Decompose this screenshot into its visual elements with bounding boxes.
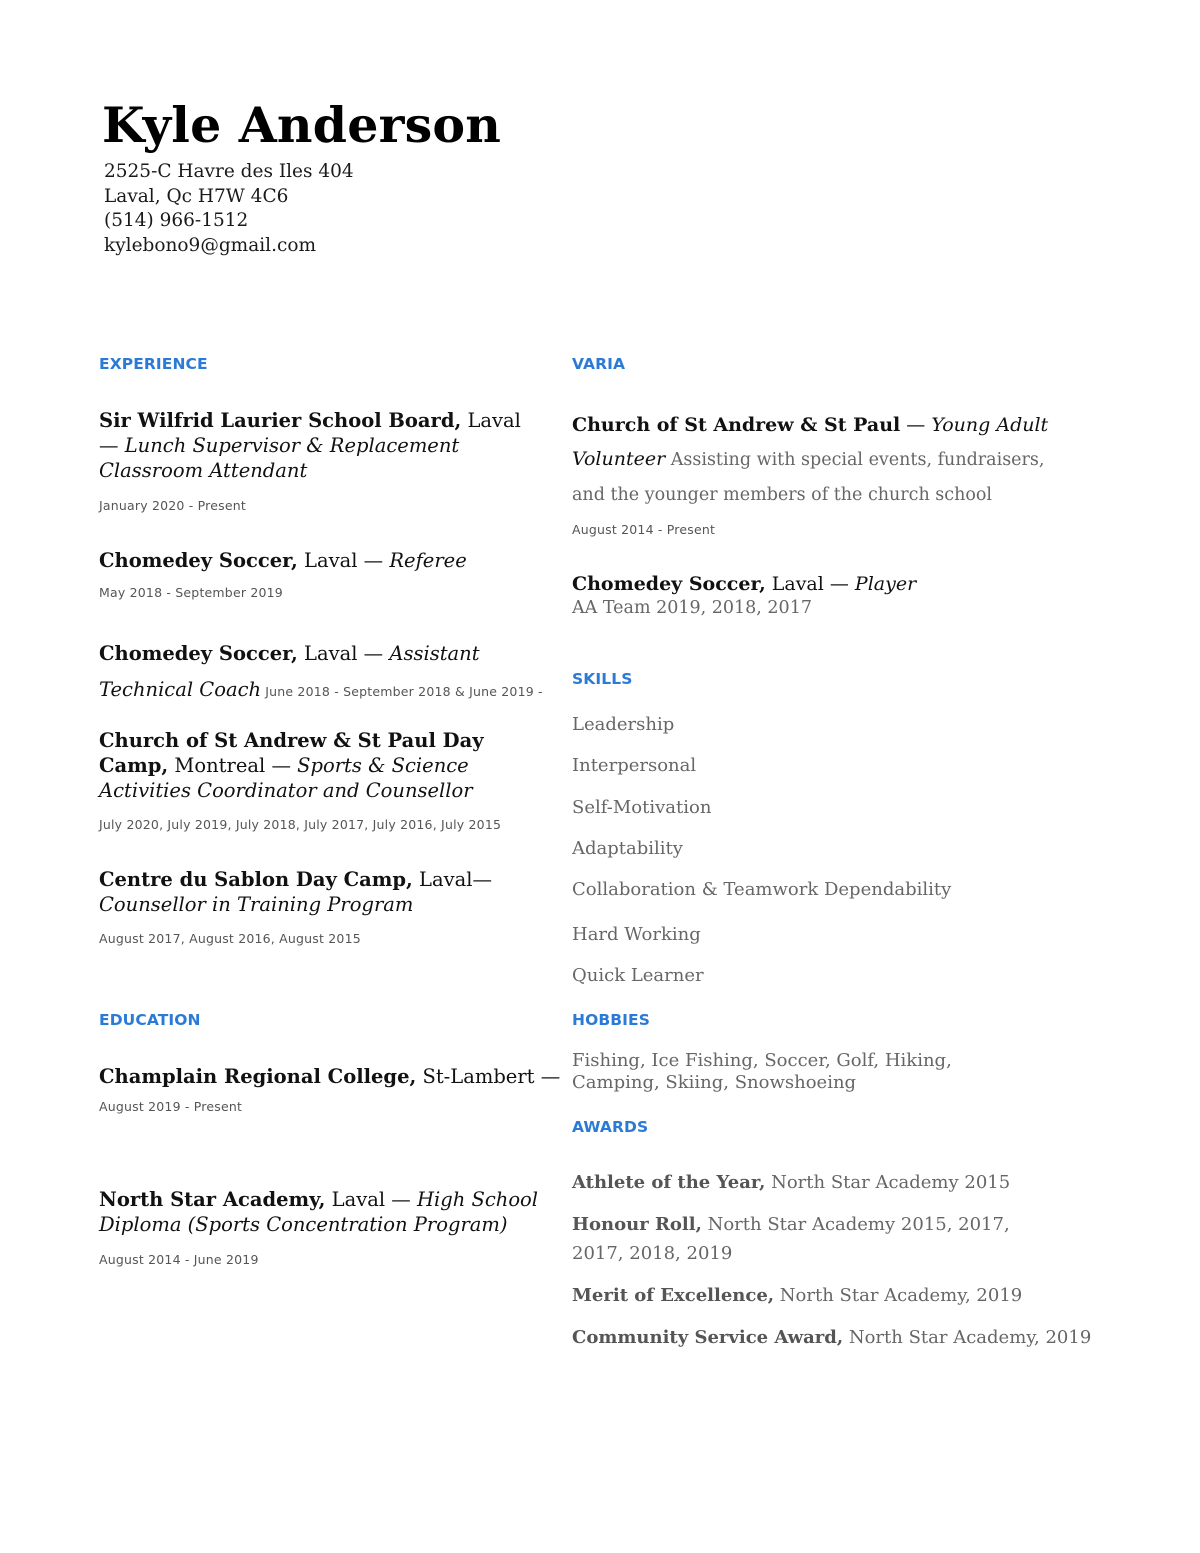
skill-item: Hard Working [572, 924, 701, 945]
skill-item: Quick Learner [572, 965, 704, 986]
experience-item [99, 548, 539, 573]
award-item [572, 1168, 1052, 1197]
education-date: August 2014 - June 2019 [99, 1252, 259, 1267]
experience-role: Lunch Supervisor & Replacement Classroom Attendant [99, 434, 460, 482]
education-role: High School Diploma (Sports Concentration Program) [99, 1188, 539, 1236]
address-line-2: Laval, Qc H7W 4C6 [104, 185, 289, 207]
experience-date: June 2018 - September 2018 & June 2019 - [261, 684, 543, 699]
experience-place: Laval — [297, 549, 390, 572]
education-place: St-Lambert — [416, 1065, 561, 1088]
education-place: Laval — [325, 1188, 417, 1211]
award-detail: North Star Academy, 2019 [774, 1285, 1023, 1306]
awards-heading: AWARDS [572, 1118, 649, 1136]
varia-description: AA Team 2019, 2018, 2017 [572, 598, 812, 618]
varia-item [572, 571, 1052, 597]
skill-item: Interpersonal [572, 755, 697, 776]
award-title: Community Service Award, [572, 1327, 844, 1348]
education-item [99, 1064, 559, 1089]
education-item [99, 1187, 539, 1237]
varia-place: Laval — [765, 573, 855, 595]
contact-block [104, 160, 354, 258]
award-detail: North Star Academy 2015, 2017, 2017, 2018, 2019 [572, 1214, 1010, 1264]
varia-role: Player [854, 573, 917, 595]
experience-org: Church of St Andrew & St Paul Day Camp, [99, 729, 484, 777]
varia-org: Church of St Andrew & St Paul [572, 414, 901, 436]
experience-org: Centre du Sablon Day Camp, [99, 868, 413, 891]
experience-date: July 2020, July 2019, July 2018, July 2017, July 2016, July 2015 [99, 817, 502, 832]
skill-item: Adaptability [572, 838, 683, 859]
address-line-1: 2525-C Havre des Iles 404 [104, 161, 354, 182]
skills-heading: SKILLS [572, 670, 633, 688]
experience-role: Sports & Science Activities Coordinator and Counsellor [99, 754, 473, 802]
experience-place: Laval — [99, 409, 521, 457]
experience-date: May 2018 - September 2019 [99, 585, 283, 600]
education-date: August 2019 - Present [99, 1099, 243, 1114]
award-detail: North Star Academy 2015 [765, 1172, 1011, 1193]
experience-item [99, 867, 539, 917]
award-title: Honour Roll, [572, 1214, 702, 1235]
varia-description: Assisting with special events, fundraisers, and the younger members of the church school [572, 450, 1045, 505]
experience-date: August 2017, August 2016, August 2015 [99, 931, 361, 946]
skill-item: Self-Motivation [572, 797, 712, 818]
award-item [572, 1281, 1052, 1310]
resume-name: Kyle Anderson [102, 96, 502, 154]
education-org: Champlain Regional College, [99, 1065, 417, 1088]
varia-date: August 2014 - Present [572, 522, 716, 537]
experience-place: Laval — [297, 642, 390, 665]
email-address[interactable]: kylebono9@gmail.com [104, 234, 317, 256]
experience-heading: EXPERIENCE [99, 355, 208, 373]
experience-place: Montreal — [168, 754, 298, 777]
hobbies-text: Fishing, Ice Fishing, Soccer, Golf, Hiking, Camping, Skiing, Snowshoeing [572, 1050, 952, 1093]
varia-org: Chomedey Soccer, [572, 573, 766, 595]
experience-org: Sir Wilfrid Laurier School Board, [99, 409, 462, 432]
skill-item: Leadership [572, 714, 675, 735]
experience-role: Counsellor in Training Program [99, 893, 414, 916]
experience-org: Chomedey Soccer, [99, 549, 298, 572]
varia-place: — [900, 414, 932, 436]
experience-date: January 2020 - Present [99, 498, 246, 513]
education-org: North Star Academy, [99, 1188, 326, 1211]
phone-number: (514) 966-1512 [104, 210, 249, 231]
experience-item [99, 728, 539, 803]
award-item [572, 1210, 1032, 1268]
experience-role: Referee [389, 549, 467, 572]
skill-item: Collaboration & Teamwork Dependability [572, 879, 952, 900]
experience-org: Chomedey Soccer, [99, 642, 298, 665]
award-title: Merit of Excellence, [572, 1285, 775, 1306]
experience-role: Assistant Technical Coach [99, 642, 480, 701]
experience-item [99, 636, 567, 710]
experience-place: Laval— [412, 868, 492, 891]
award-item [572, 1323, 1092, 1352]
varia-heading: VARIA [572, 355, 626, 373]
award-title: Athlete of the Year, [572, 1172, 766, 1193]
hobbies-heading: HOBBIES [572, 1011, 650, 1029]
varia-item [572, 408, 1052, 512]
varia-role: Young Adult Volunteer [572, 414, 1049, 470]
award-detail: North Star Academy, 2019 [843, 1327, 1092, 1348]
education-heading: EDUCATION [99, 1011, 201, 1029]
experience-item [99, 408, 539, 483]
